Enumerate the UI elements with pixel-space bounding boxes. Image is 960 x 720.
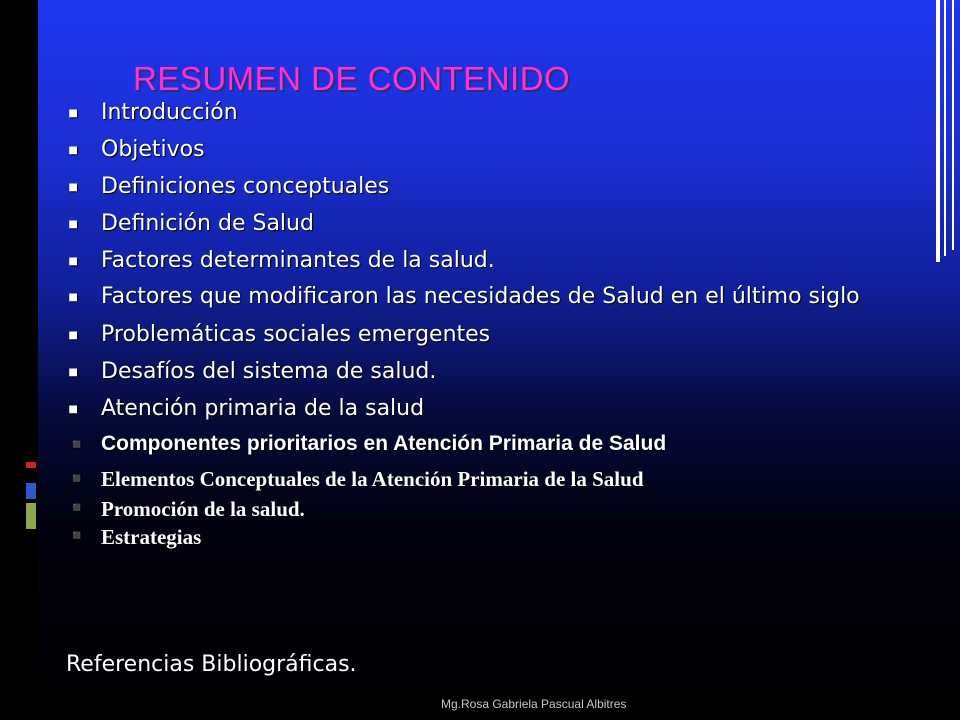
list-item <box>64 359 884 385</box>
list-item-text: Introducción <box>101 100 238 125</box>
list-item-text: Estrategias <box>101 525 202 549</box>
bullet-square-icon: ◾ <box>68 142 79 158</box>
decor-line <box>936 0 940 262</box>
list-item <box>64 100 884 126</box>
bullet-square-icon: ◾ <box>68 472 86 487</box>
footer-author: Mg.Rosa Gabriela Pascual Albitres <box>441 697 627 711</box>
bullet-square-icon: ◾ <box>68 436 86 452</box>
slide-title: RESUMEN DE CONTENIDO <box>133 60 571 97</box>
list-item <box>64 433 884 455</box>
bullet-square-icon: ◾ <box>68 105 79 121</box>
bullet-square-icon: ◾ <box>68 501 86 516</box>
list-item-text: Definición de Salud <box>101 211 314 236</box>
list-item <box>64 248 884 274</box>
decor-line <box>952 0 954 250</box>
list-item <box>64 322 884 348</box>
left-accent-strip <box>0 0 38 720</box>
content-list <box>64 96 884 553</box>
list-item-text: Atención primaria de la salud <box>101 396 425 421</box>
list-item-text: Promoción de la salud. <box>101 497 305 521</box>
list-item <box>64 467 884 492</box>
list-item-text: Elementos Conceptuales de la Atención Primaria de la Salud <box>101 467 644 491</box>
list-item-text: Factores que modificaron las necesidades de Salud en el último siglo <box>101 284 860 309</box>
list-item <box>64 137 884 163</box>
list-item <box>64 211 884 237</box>
list-item-text: Definiciones conceptuales <box>101 174 390 199</box>
list-item <box>64 285 884 309</box>
list-item <box>64 174 884 200</box>
bullet-square-icon: ◾ <box>68 253 79 269</box>
bullet-square-icon: ◾ <box>68 216 79 232</box>
list-item <box>64 525 884 549</box>
list-item-text: Problemáticas sociales emergentes <box>101 322 491 347</box>
accent-square-green <box>26 503 36 529</box>
accent-square-red <box>26 462 36 468</box>
bullet-square-icon: ◾ <box>68 179 79 195</box>
list-item <box>64 396 884 422</box>
bullet-square-icon: ◾ <box>68 327 79 343</box>
references-text: Referencias Bibliográficas. <box>66 652 357 677</box>
bullet-square-icon: ◾ <box>68 289 79 305</box>
accent-square-blue <box>26 483 36 499</box>
list-item <box>64 497 884 521</box>
list-item-text: Objetivos <box>101 137 205 162</box>
list-item-text: Factores determinantes de la salud. <box>101 248 495 273</box>
bullet-square-icon: ◾ <box>68 529 86 544</box>
bullet-square-icon: ◾ <box>68 364 79 380</box>
list-item-text: Componentes prioritarios en Atención Primaria de Salud <box>101 432 667 455</box>
list-item-text: Desafíos del sistema de salud. <box>101 359 437 384</box>
decor-line <box>944 0 946 256</box>
bullet-square-icon: ◾ <box>68 401 79 417</box>
